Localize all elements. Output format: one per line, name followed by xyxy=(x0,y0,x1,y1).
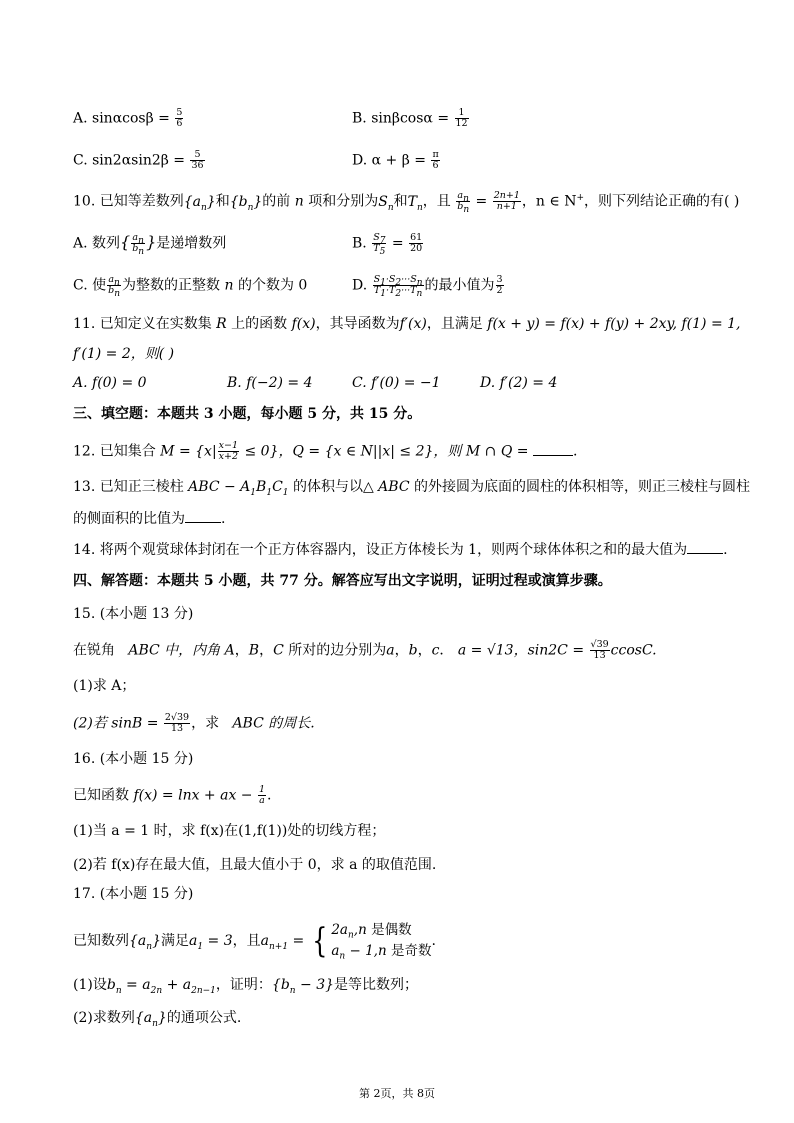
q15-vertices: A xyxy=(224,642,235,659)
q15-p2-fraction xyxy=(164,713,190,734)
frac-den: 12 xyxy=(455,118,468,129)
q13-text-c: 的外接圆为底面的圆柱的体积相等，则正三棱柱与圆柱 xyxy=(414,479,751,495)
frac-num: 2n+1 xyxy=(493,190,520,201)
q13-triangle: △ ABC xyxy=(362,479,410,495)
q12-text-b: M = {x| xyxy=(160,443,217,460)
q17-case-1: $2a_n,n$ 是偶数 xyxy=(331,922,412,941)
seq-a-open: {a xyxy=(183,193,201,210)
q10-c-text-2: 为整数的正整数 xyxy=(122,277,221,294)
q11-option-c: C. f′(0) = −1 xyxy=(352,375,441,391)
q10-seq-b: $\{b_n\}$ xyxy=(229,193,263,213)
q10-n: n xyxy=(294,193,304,210)
frac-num: 2√39 xyxy=(164,712,190,723)
q10-d-product-fraction xyxy=(373,274,424,299)
q15-fraction xyxy=(590,640,610,661)
q17-bn-def: $b_n = a_{2n} + a_{2n-1}$ xyxy=(106,977,216,996)
q14-answer-blank[interactable] xyxy=(687,551,723,554)
q13-text-2: 的侧面积的比值为 xyxy=(73,511,185,527)
q17-bn-minus-3: $\{b_n - 3\}$ xyxy=(271,977,335,996)
q17-text-b: 满足 xyxy=(160,933,189,949)
frac-num: $a_n$ xyxy=(108,274,120,288)
frac-den: 6 xyxy=(176,118,183,129)
frac-den: 20 xyxy=(410,243,423,254)
q9-a-text: A. sinαcosβ = xyxy=(73,110,170,127)
q13-end: . xyxy=(221,511,226,527)
frac-den: $b_n$ xyxy=(108,285,121,299)
q10-c-n: n xyxy=(224,277,234,294)
q10-option-c xyxy=(73,274,308,299)
q10-seq-a: $\{a_n\}$ xyxy=(183,193,216,213)
q17-text-a: 已知数列 xyxy=(73,933,129,949)
q11-fpx: f′(x) xyxy=(399,316,427,332)
q9-c-fraction xyxy=(190,150,204,171)
frac-den: 36 xyxy=(191,160,204,171)
q13-text-b: 的体积与以 xyxy=(292,479,363,495)
q17-recurrence-lhs: $a_{n+1}$ = xyxy=(260,933,305,952)
q12-text-a: 12. 已知集合 xyxy=(73,443,156,460)
q11-option-b: B. f(−2) = 4 xyxy=(227,375,313,391)
frac-num: π xyxy=(432,149,439,160)
t-letter: T xyxy=(373,243,380,254)
section-3-heading: 三、填空题：本题共 3 小题，每小题 5 分，共 15 分。 xyxy=(73,406,422,422)
q12-end: . xyxy=(572,443,578,460)
q10-text-3: 项和分别为 xyxy=(308,193,379,210)
q17-case-list xyxy=(331,920,431,962)
q10-sn: $S_n$ xyxy=(378,193,394,213)
q17-case-2: $a_n - 1,n$ 是奇数 xyxy=(331,943,432,962)
q10-text-4: ，且 xyxy=(422,193,451,210)
q9-option-d xyxy=(352,150,441,171)
q9-d-fraction xyxy=(431,150,439,171)
q9-b-text: B. sinβcosα = xyxy=(352,110,450,127)
frac-num: 61 xyxy=(410,232,423,243)
frac-num: $a_n$ xyxy=(457,190,469,204)
q17-case-1-text: 是偶数 xyxy=(371,922,412,938)
q11-text-d: ，且满足 xyxy=(426,316,483,332)
q11-stem-line-2 xyxy=(73,345,174,363)
q11-text-b: 上的函数 xyxy=(231,316,288,332)
q11-option-d: D. f′(2) = 4 xyxy=(480,375,558,391)
frac-num: x−1 xyxy=(218,440,239,451)
q15-p2-text-c: ABC 的周长. xyxy=(232,715,315,732)
frac-num: 5 xyxy=(190,150,204,161)
q9-b-fraction xyxy=(455,108,469,129)
q11-stem-line-1 xyxy=(73,315,740,333)
q17-heading: 17. (本小题 15 分) xyxy=(73,886,194,902)
q10-stem: 10. 已知等差数列$\{a_n\}$和$\{b_n\}$的前 n 项和分别为$S_n$和$T_n$，且 $\frac{a_n}{b_n}$ = $\frac{2n+1}{n+1}$ ，n ∈ N+，则下列结论正确的有( ) xyxy=(73,190,740,215)
q10-text-5: ，n ∈ N xyxy=(521,193,577,210)
q15-heading: 15. (本小题 13 分) xyxy=(73,606,194,622)
q17-p2-seq: $\{a_n\}$ xyxy=(134,1010,167,1029)
frac-den: 6 xyxy=(432,160,439,171)
q17-a1: $a_1 = 3$ xyxy=(188,933,233,952)
q15-text-c: 所对的边分别为 xyxy=(288,642,387,659)
frac-num: √39 xyxy=(590,639,609,650)
q10-c-text-1: C. 使 xyxy=(73,277,107,294)
q17-part-1 xyxy=(73,976,418,994)
q10-a-tail: 是递增数列 xyxy=(156,235,227,252)
q13-line-2 xyxy=(73,510,225,528)
frac-den: $T_1\cdot T_2\cdot\cdot\cdot T_n$ xyxy=(373,285,423,299)
q10-tn: $T_n$ xyxy=(407,193,423,213)
q10-a-text: A. 数列 xyxy=(73,235,121,252)
q17-brace: { xyxy=(311,921,328,961)
q15-part-1: (1)求 A； xyxy=(73,678,136,694)
q15-p2-text-b: ，求 xyxy=(191,715,220,732)
frac-num: 1 xyxy=(455,108,469,119)
q10-ratio-fraction xyxy=(456,190,470,215)
frac-den: a xyxy=(259,795,265,806)
frac-den: n+1 xyxy=(496,201,517,212)
q17-case-2-text: 是奇数 xyxy=(390,943,432,959)
q10-c-text-3: 的个数为 0 xyxy=(237,277,308,294)
q10-rhs-fraction xyxy=(493,191,521,212)
q14-end: . xyxy=(723,542,728,558)
q10-b-lhs-fraction xyxy=(372,232,386,257)
q9-option-c xyxy=(73,150,206,171)
q10-b-text: B. xyxy=(352,235,367,252)
q11-text-2: f′(1) = 2，则( ) xyxy=(73,346,175,362)
q16-heading: 16. (本小题 15 分) xyxy=(73,751,194,767)
q15-text-d: a = √13，sin2C = xyxy=(457,642,585,659)
q16-fraction xyxy=(258,785,266,806)
q17-cases xyxy=(309,920,432,962)
q10-d-tail: 的最小值为 xyxy=(424,277,495,294)
q17-end: . xyxy=(431,933,436,949)
q12-text-c: ≤ 0}，Q = {x ∈ N||x| ≤ 2}，则 M ∩ Q = xyxy=(244,443,529,460)
q10-b-rhs-fraction xyxy=(409,233,423,254)
q17-part-2 xyxy=(73,1009,241,1027)
frac-num: $S_7$ xyxy=(373,232,386,246)
q16-stem xyxy=(73,785,271,806)
q11-text-a: 11. 已知定义在实数集 xyxy=(73,316,212,332)
q10-text-2: 的前 xyxy=(262,193,291,210)
q17-p2-text-a: (2)求数列 xyxy=(73,1010,135,1026)
q9-d-text: D. α + β = xyxy=(352,152,426,169)
frac-num: 5 xyxy=(176,107,183,118)
q11-equation: f(x + y) = f(x) + f(y) + 2xy, f(1) = 1, xyxy=(487,316,741,332)
q16-text-c: . xyxy=(267,787,272,804)
page-footer: 第 2页，共 8页 xyxy=(359,1087,435,1100)
q17-p1-text-a: (1)设 xyxy=(73,977,107,993)
q10-a-fraction xyxy=(131,232,145,257)
q17-p1-text-c: 是等比数列； xyxy=(334,977,419,993)
frac-den: 13 xyxy=(170,723,184,734)
frac-den: $b_n$ xyxy=(132,243,145,257)
section-4-heading: 四、解答题：本题共 5 小题，共 77 分。解答应写出文字说明，证明过程或演算步骤。 xyxy=(73,573,612,589)
q13-text-a: 13. 已知正三棱柱 xyxy=(73,479,184,495)
frac-num: 3 xyxy=(496,274,503,285)
q11-r: R xyxy=(216,316,227,332)
q10-text-1: 10. 已知等差数列 xyxy=(73,193,184,210)
q10-option-d xyxy=(352,274,505,299)
q16-part-1: (1)当 a = 1 时，求 f(x)在(1,f(1))处的切线方程； xyxy=(73,823,386,839)
frac-den: x+2 xyxy=(218,451,239,462)
q15-part-2 xyxy=(73,713,315,734)
frac-num: $a_n$ xyxy=(132,232,144,246)
frac-num: $S_1\cdot S_2\cdot\cdot\cdot S_n$ xyxy=(373,274,423,288)
q17-p1-text-b: ，证明： xyxy=(215,977,272,993)
q15-text-e: ccosC. xyxy=(610,642,657,659)
q10-text-6: ，则下列结论正确的有( ) xyxy=(584,193,740,210)
q10-d-fraction xyxy=(496,275,504,296)
q11-option-a: A. f(0) = 0 xyxy=(73,375,147,391)
q11-text-c: ，其导函数为 xyxy=(315,316,400,332)
q10-and: 和 xyxy=(215,193,230,210)
frac-den: $T_5$ xyxy=(373,243,386,257)
q12-fraction xyxy=(218,441,239,462)
frac-den: $b_n$ xyxy=(457,201,470,215)
q17-seq: $\{a_n\}$ xyxy=(129,933,161,952)
q9-option-a xyxy=(73,108,184,129)
q13-answer-blank[interactable] xyxy=(185,520,221,523)
q9-a-fraction xyxy=(175,108,183,129)
q13-line-1 xyxy=(73,478,750,496)
q11-fx: f(x) xyxy=(291,316,316,332)
frac-den: 2 xyxy=(496,285,503,296)
q16-text-a: 已知函数 xyxy=(73,787,129,804)
q10-d-text: D. xyxy=(352,277,368,294)
q13-prism: ABC − $A_1B_1C_1$ xyxy=(188,479,289,498)
q10-option-b: B. $\frac{S_7}{T_5}$ = $\frac{61}{20}$ xyxy=(352,232,423,257)
q10-c-fraction xyxy=(107,274,121,299)
q15-text-b: ABC 中，内角 xyxy=(128,642,221,659)
frac-den: 13 xyxy=(593,650,606,661)
q17-p2-text-b: 的通项公式. xyxy=(166,1010,242,1026)
q12-answer-blank[interactable] xyxy=(533,453,573,456)
q9-option-b xyxy=(352,108,470,129)
q14-text: 14. 将两个观赏球体封闭在一个正方体容器内，设正方体棱长为 1，则两个球体体积之和的最大值为 xyxy=(73,542,688,558)
q10-option-a: A. 数列{ $\frac{a_n}{b_n}$ }是递增数列 xyxy=(73,232,227,257)
q15-text-a: 在锐角 xyxy=(73,642,115,659)
q15-p2-text-a: (2)若 sinB = xyxy=(73,715,159,732)
q15-stem: 在锐角 ABC 中，内角 A，B，C 所对的边分别为a，b，c． a = √13，sin2C = $\frac{√39}{13}$ ccosC. xyxy=(73,639,657,661)
s-letter: S xyxy=(373,232,380,243)
frac-num: 1 xyxy=(258,784,266,795)
q16-part-2: (2)若 f(x)存在最大值，且最大值小于 0，求 a 的取值范围. xyxy=(73,857,437,873)
q9-c-text: C. sin2αsin2β = xyxy=(73,152,186,169)
q12-stem xyxy=(73,441,577,462)
q14-stem xyxy=(73,541,728,559)
q17-stem xyxy=(73,920,436,962)
q16-text-b: f(x) = lnx + ax − xyxy=(133,787,253,804)
q17-text-c: ，且 xyxy=(232,933,261,949)
